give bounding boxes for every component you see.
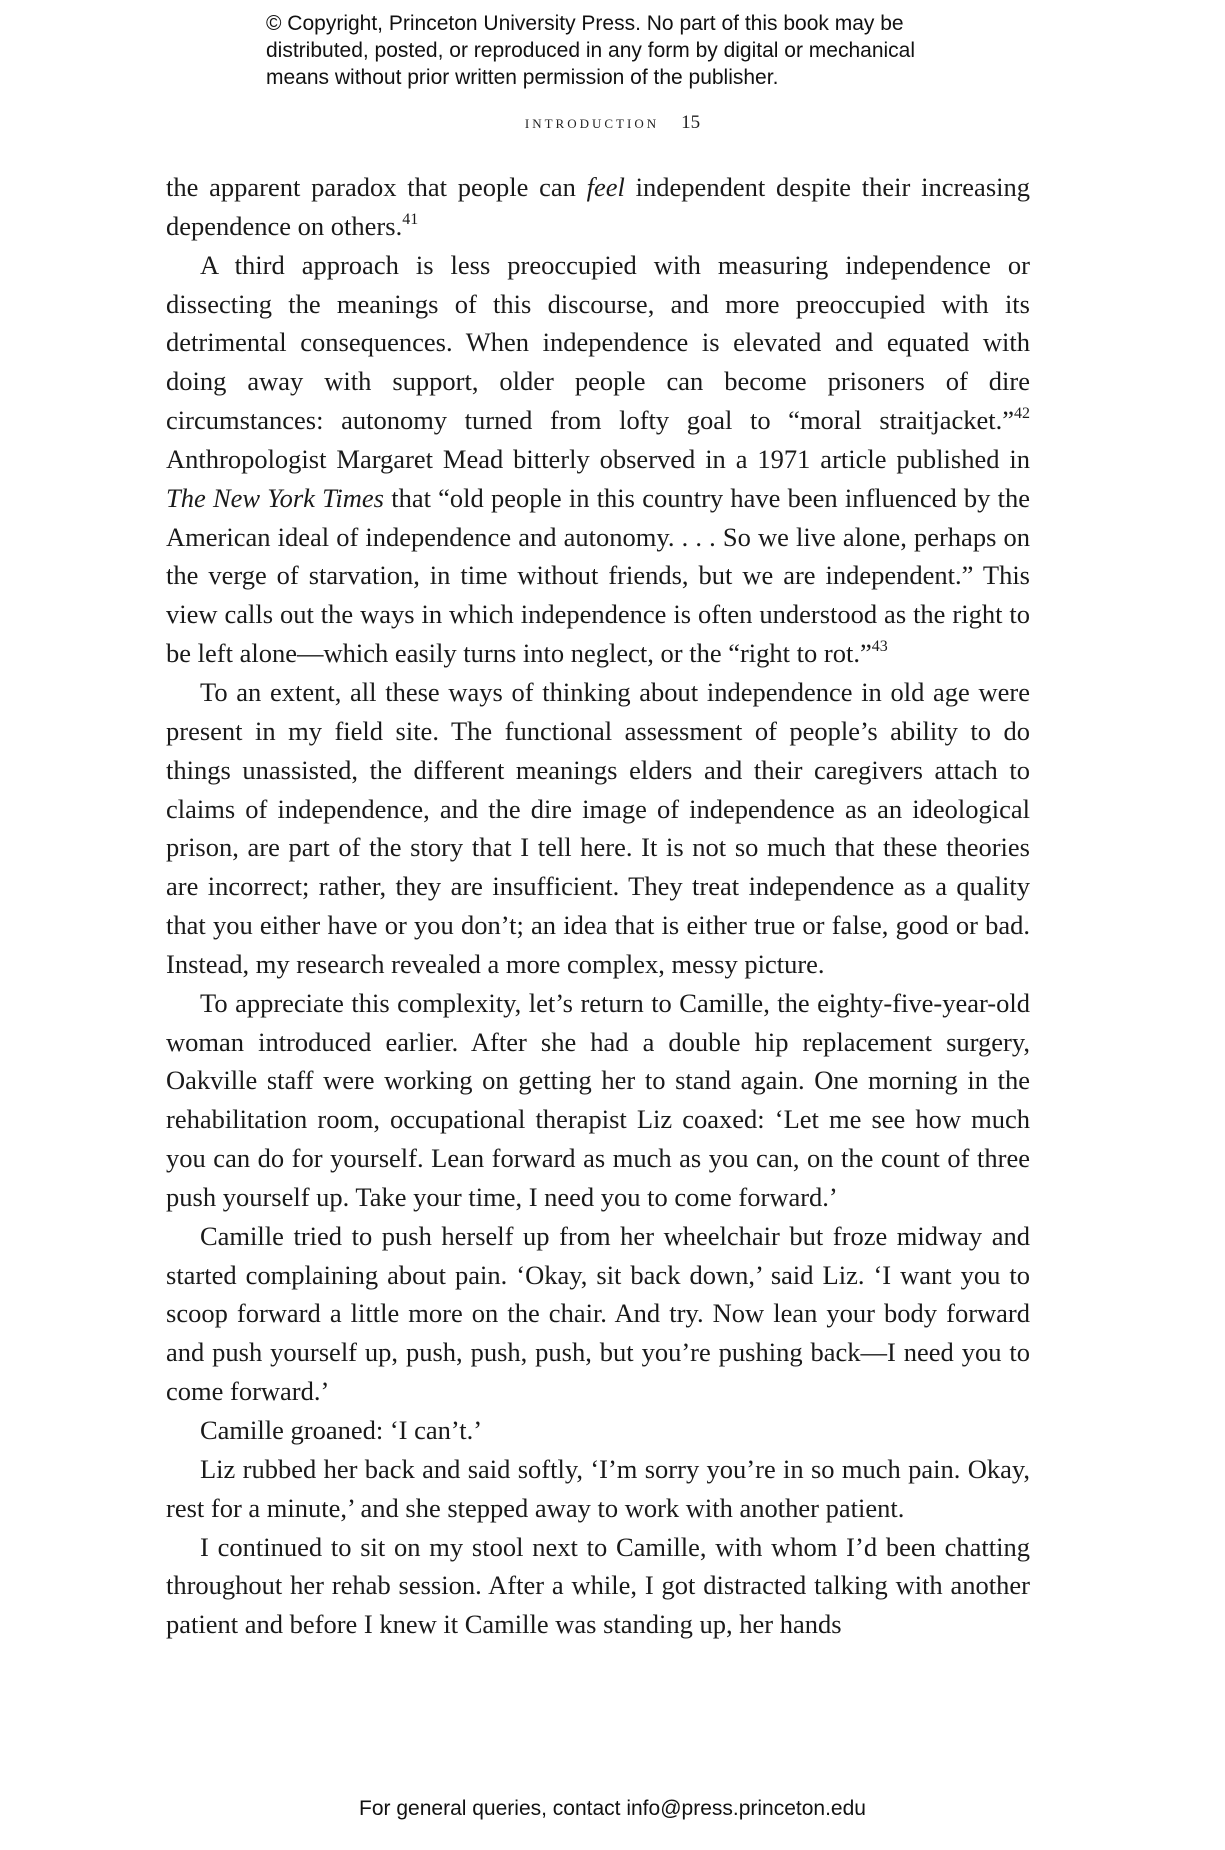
paragraph-8: I continued to sit on my stool next to Camille, with whom I’d been chatting throughout her rehab session. After a while, I got distracted talking with another patient and before I knew it Camille was standing up, her hands <box>166 1531 1030 1640</box>
paragraph-2-italic: The New York Times <box>166 482 384 513</box>
running-head <box>0 112 1225 134</box>
footnote-ref-41[interactable]: 41 <box>402 210 419 228</box>
paragraph-2-text-d: that “old people in this country have been influenced by the American ideal of independence and autonomy. . . . So we live alone, perhaps on the verge of starvation, in time without friends, but we are independent.” This view calls out the ways in which independence is often understood as the right to be left alone—which easily turns into neglect, or the “right to rot.” <box>166 482 1030 669</box>
body-text <box>166 168 1030 1644</box>
paragraph-1-italic: feel <box>586 172 625 202</box>
page-number: 15 <box>681 112 701 133</box>
footnote-ref-42[interactable]: 42 <box>1014 405 1030 423</box>
copyright-line-3: means without prior written permission of the publisher. <box>266 66 779 89</box>
copyright-line-2: distributed, posted, or reproduced in any form by digital or mechanical <box>266 39 916 62</box>
paragraph-4: To appreciate this complexity, let’s return to Camille, the eighty-five-year-old woman introduced earlier. After she had a double hip replacement surgery, Oakville staff were working on getting her to stand again. One morning in the rehabilitation room, occupational therapist Liz coaxed: ‘Let me see how much you can do for yourself. Lean forward as much as you can, on the count of three push yourself up. Take your time, I need you to come forward.’ <box>166 987 1030 1212</box>
paragraph-3: To an extent, all these ways of thinking about independence in old age were present in my field site. The functional assessment of people’s ability to do things unassisted, the different meanings elders and their caregivers attach to claims of independence, and the dire image of independence as an ideological prison, are part of the story that I tell here. It is not so much that these theories are incorrect; rather, they are insufficient. They treat independence as a quality that you either have or you don’t; an idea that is either true or false, good or bad. Instead, my research revealed a more complex, messy picture. <box>166 676 1030 979</box>
paragraph-2-text-b: Anthropologist Margaret Mead bitterly observed in a 1971 article published in <box>166 443 1030 474</box>
running-head-title: introduction <box>524 112 660 133</box>
copyright-line-1: © Copyright, Princeton University Press. No part of this book may be <box>266 12 904 35</box>
paragraph-1-text-c: independent despite their increasing dependence on others. <box>166 172 1030 241</box>
footer-contact: For general queries, contact info@press.princeton.edu <box>359 1797 866 1820</box>
paragraph-6: Camille groaned: ‘I can’t.’ <box>200 1415 483 1445</box>
copyright-notice <box>266 10 986 91</box>
footnote-ref-43[interactable]: 43 <box>871 638 888 656</box>
paragraph-2-text-a: A third approach is less preoccupied with measuring independence or dissecting the meanings of this discourse, and more preoccupied with its detrimental consequences. When independence is elevated and equated with doing away with support, older people can become prisoners of dire circumstances: autonomy turned from lofty goal to “moral straitjacket.” <box>166 249 1030 436</box>
paragraph-1-text-a: the apparent paradox that people can <box>166 172 587 202</box>
paragraph-1 <box>166 168 1030 246</box>
paragraph-2 <box>166 246 1030 673</box>
paragraph-7: Liz rubbed her back and said softly, ‘I’m sorry you’re in so much pain. Okay, rest for a minute,’ and she stepped away to work with another patient. <box>166 1453 1030 1523</box>
paragraph-5: Camille tried to push herself up from her wheelchair but froze midway and started complaining about pain. ‘Okay, sit back down,’ said Liz. ‘I want you to scoop forward a little more on the chair. And try. Now lean your body forward and push yourself up, push, push, push, but you’re pushing back—I need you to come forward.’ <box>166 1220 1030 1407</box>
